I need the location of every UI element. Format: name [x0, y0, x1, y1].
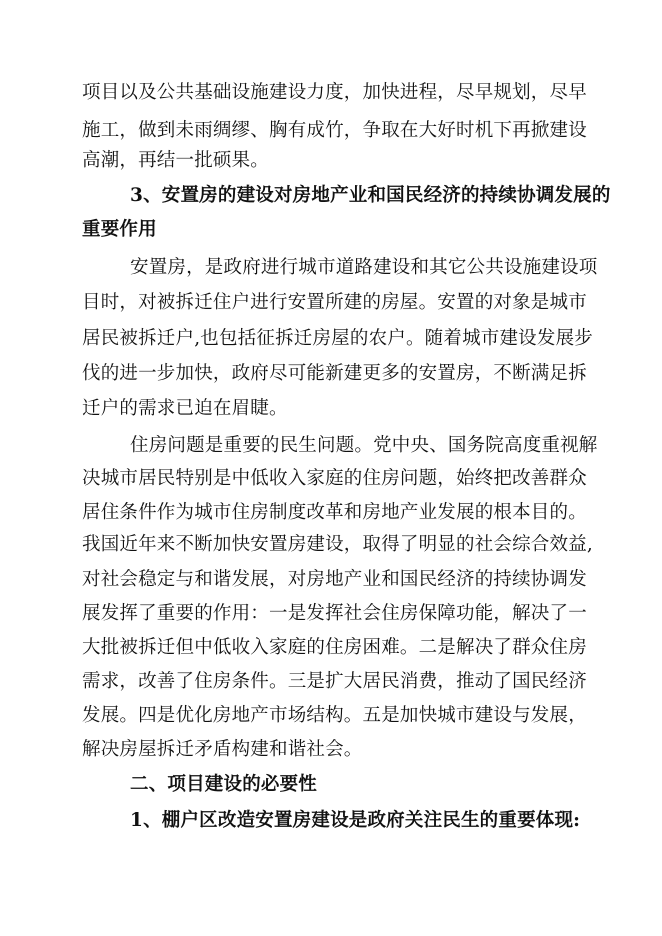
paragraph-line: 决城市居民特别是中低收入家庭的住房问题，始终把改善群众 — [82, 468, 587, 489]
paragraph-line: 解决房屋拆迁矛盾构建和谐社会。 — [82, 739, 363, 760]
paragraph-line: 安置房，是政府进行城市道路建设和其它公共设施建设项 — [130, 257, 598, 278]
subsection-heading: 1、棚户区改造安置房建设是政府关注民生的重要体现: — [130, 810, 581, 831]
paragraph-line: 项目以及公共基础设施建设力度，加快进程，尽早规划，尽早 — [82, 82, 587, 103]
paragraph-line: 居民被拆迁户,也包括征拆迁房屋的农户。随着城市建设发展步 — [82, 328, 593, 349]
paragraph-line: 住房问题是重要的民生问题。党中央、国务院高度重视解 — [130, 435, 598, 456]
section-heading: 二、项目建设的必要性 — [130, 774, 318, 795]
section-heading-3: 3、安置房的建设对房地产业和国民经济的持续协调发展的 — [130, 185, 611, 206]
paragraph-line: 迁户的需求已迫在眉睫。 — [82, 398, 288, 419]
paragraph-line: 伐的进一步加快，政府尽可能新建更多的安置房，不断满足拆 — [82, 363, 587, 384]
paragraph-line: 居住条件作为城市住房制度改革和房地产业发展的根本目的。 — [82, 502, 587, 523]
paragraph-line: 施工，做到未雨绸缪、胸有成竹，争取在大好时机下再掀建设 — [82, 120, 587, 141]
paragraph-line: 展发挥了重要的作用：一是发挥社会住房保障功能，解决了一 — [82, 603, 587, 624]
paragraph-line: 需求，改善了住房条件。三是扩大居民消费，推动了国民经济 — [82, 671, 587, 692]
paragraph-line: 大批被拆迁但中低收入家庭的住房困难。二是解决了群众住房 — [82, 637, 587, 658]
paragraph-line: 我国近年来不断加快安置房建设，取得了明显的社会综合效益, — [82, 534, 593, 555]
section-heading-3-cont: 重要作用 — [82, 219, 157, 240]
paragraph-line: 高潮，再结一批硕果。 — [82, 150, 270, 171]
paragraph-line: 目时，对被拆迁住户进行安置所建的房屋。安置的对象是城市 — [82, 292, 587, 313]
paragraph-line: 对社会稳定与和谐发展，对房地产业和国民经济的持续协调发 — [82, 569, 587, 590]
paragraph-line: 发展。四是优化房地产市场结构。五是加快城市建设与发展， — [82, 705, 587, 726]
